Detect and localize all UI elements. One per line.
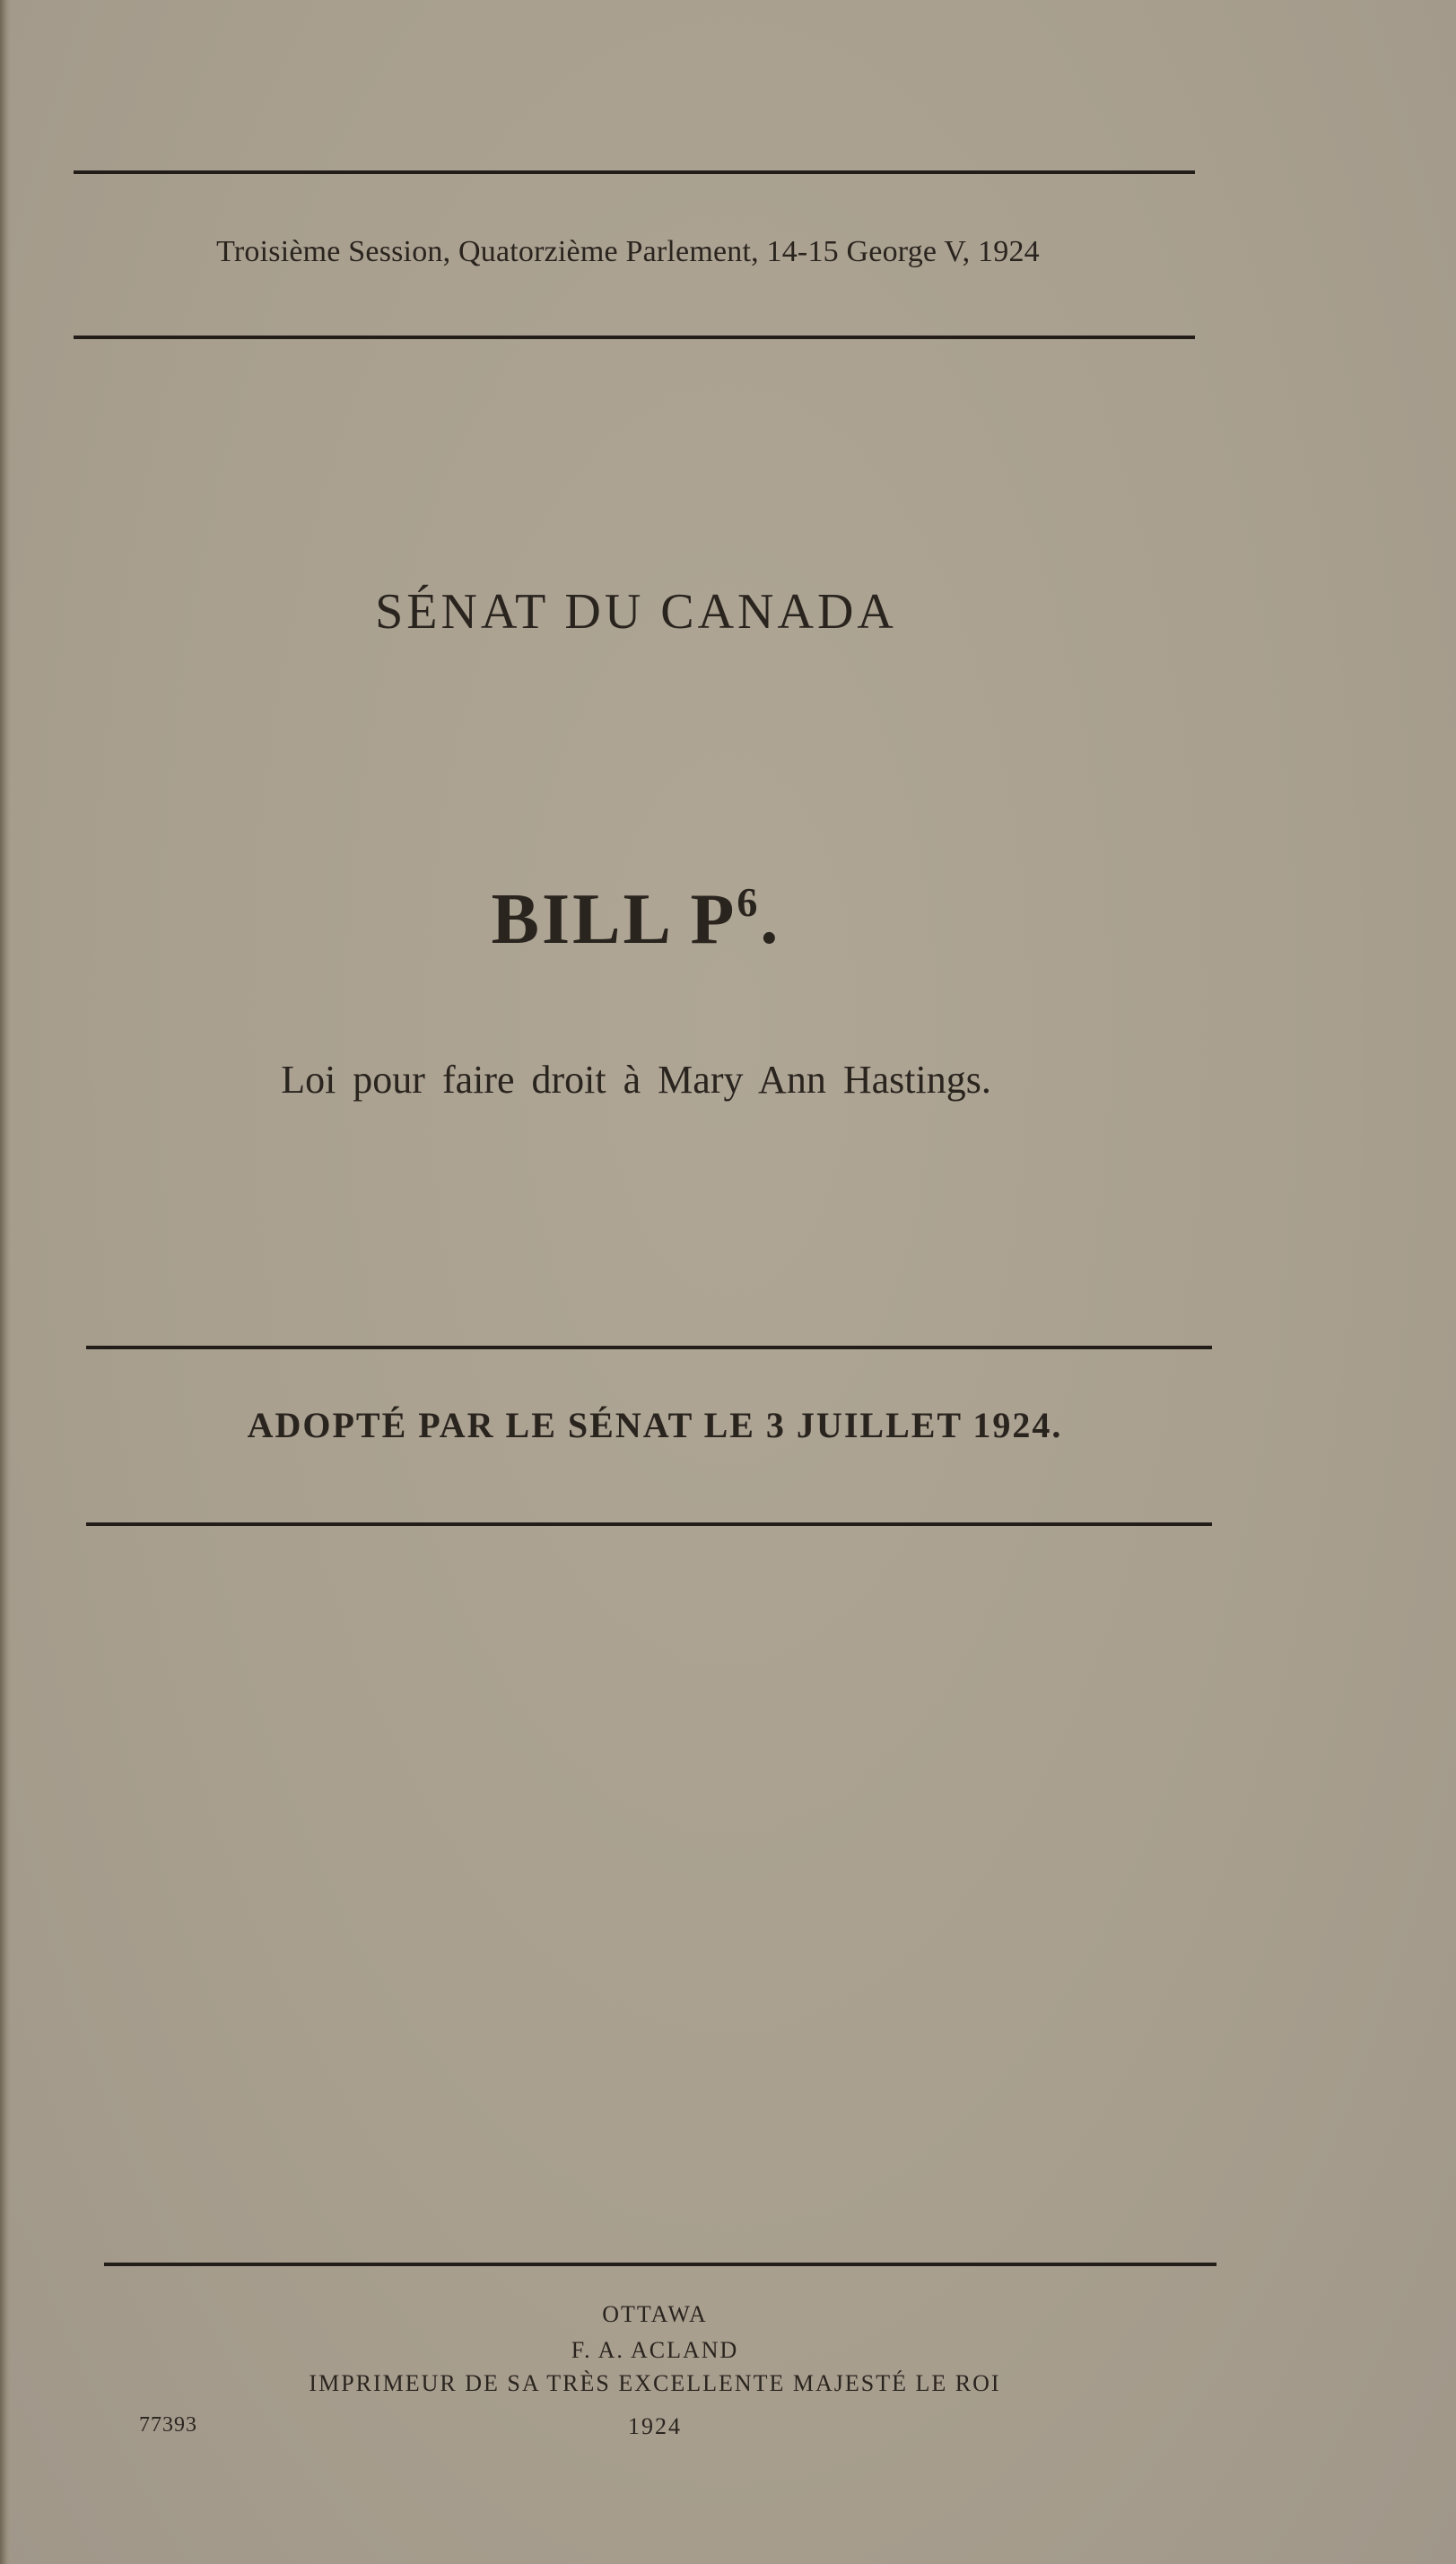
senate-title: SÉNAT DU CANADA: [375, 584, 897, 640]
adopted-bottom-rule: [86, 1522, 1212, 1526]
bill-number-superscript: 6: [737, 879, 761, 925]
session-line: Troisième Session, Quatorzième Parlement, 14-15 George V, 1924: [216, 235, 1040, 268]
imprint-printer: F. A. ACLAND: [571, 2337, 739, 2363]
adoption-statement: ADOPTÉ PAR LE SÉNAT LE 3 JUILLET 1924.: [247, 1405, 1063, 1445]
document-number: 77393: [139, 2413, 197, 2437]
bill-title-period: .: [760, 880, 781, 959]
adopted-top-rule: [86, 1346, 1212, 1349]
imprint-year: 1924: [628, 2413, 682, 2439]
header-bottom-rule: [74, 336, 1195, 339]
top-rule: [74, 170, 1195, 174]
imprint-office: IMPRIMEUR DE SA TRÈS EXCELLENTE MAJESTÉ LE ROI: [309, 2370, 1001, 2396]
imprint-rule: [104, 2263, 1216, 2266]
bill-title: [0, 879, 1272, 961]
page-edge-shadow: [0, 0, 11, 2564]
bill-subtitle: Loi pour faire droit à Mary Ann Hastings.: [281, 1058, 991, 1102]
imprint-city: OTTAWA: [602, 2301, 708, 2327]
bill-title-text: BILL P: [491, 880, 737, 959]
